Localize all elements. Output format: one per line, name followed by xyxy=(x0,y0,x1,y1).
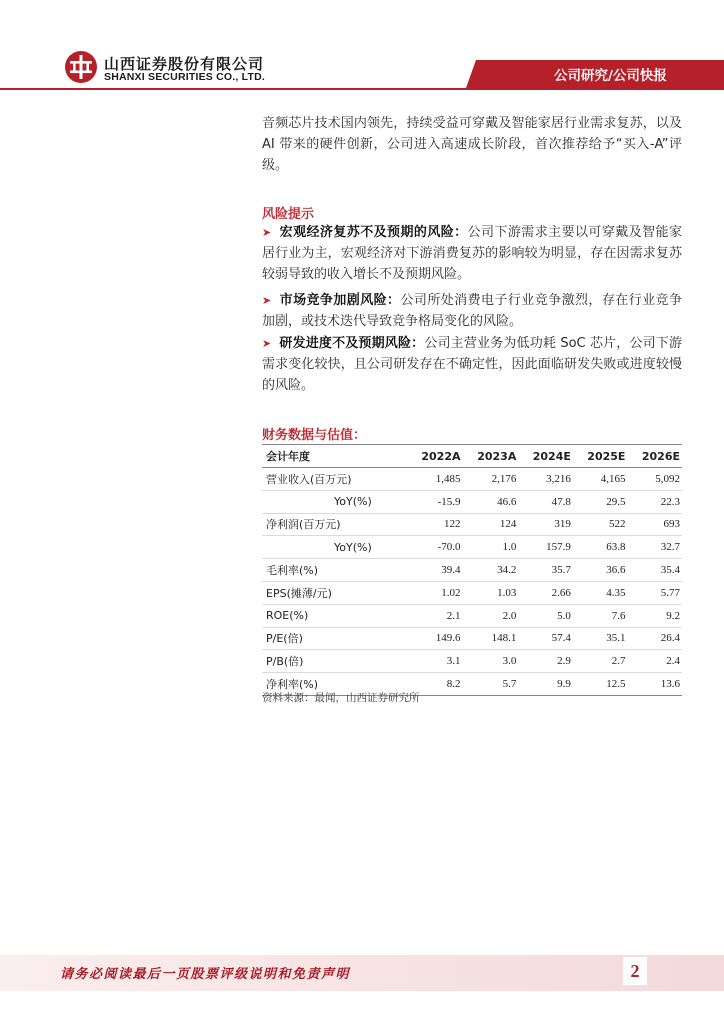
table-cell: 35.4 xyxy=(627,559,682,582)
company-name-en: SHANXI SECURITIES CO., LTD. xyxy=(104,71,265,83)
risk-item xyxy=(262,222,682,285)
table-cell: 26.4 xyxy=(627,627,682,650)
table-cell: 2,176 xyxy=(463,468,519,491)
table-row xyxy=(262,650,682,673)
table-cell: 3.0 xyxy=(463,650,519,673)
column-header: 2025E xyxy=(573,445,628,468)
table-cell: 1.03 xyxy=(463,581,519,604)
table-cell: 7.6 xyxy=(573,604,628,627)
page-number: 2 xyxy=(623,957,647,985)
table-row xyxy=(262,627,682,650)
arrow-bullet-icon: ➤ xyxy=(262,226,272,239)
table-cell: 36.6 xyxy=(573,559,628,582)
risk-item xyxy=(262,333,682,396)
risk-heading: 宏观经济复苏不及预期的风险： xyxy=(279,225,468,240)
table-cell: 12.5 xyxy=(573,673,628,696)
table-cell: 522 xyxy=(573,513,628,536)
row-label: P/E(倍) xyxy=(262,627,407,650)
table-row xyxy=(262,513,682,536)
table-cell: -15.9 xyxy=(407,490,463,513)
table-cell: 57.4 xyxy=(518,627,573,650)
table-cell: 32.7 xyxy=(627,536,682,559)
column-header: 2022A xyxy=(407,445,463,468)
row-label: EPS(摊薄/元) xyxy=(262,581,407,604)
risk-body: 公司主营业务为低功耗 SoC 芯片，公司下游需求变化较快，且公司研发存在不确定性，因此面临研发失败或进度较慢的风险。 xyxy=(262,336,682,393)
financials-table xyxy=(262,444,682,696)
row-label: YoY(%) xyxy=(262,490,407,513)
table-cell: 124 xyxy=(463,513,519,536)
page-header xyxy=(0,0,724,96)
risk-body: 公司下游需求主要以可穿戴及智能家居行业为主，宏观经济对下游消费复苏的影响较为明显，存在因需求复苏较弱导致的收入增长不及预期风险。 xyxy=(262,225,682,282)
column-header: 2024E xyxy=(518,445,573,468)
table-cell: 35.7 xyxy=(518,559,573,582)
table-cell: 4.35 xyxy=(573,581,628,604)
table-cell: 46.6 xyxy=(463,490,519,513)
intro-paragraph: 音频芯片技术国内领先，持续受益可穿戴及智能家居行业需求复苏，以及 AI 带来的硬件创新，公司进入高速成长阶段，首次推荐给予“买入-A”评级。 xyxy=(262,116,682,173)
table-cell: 9.9 xyxy=(518,673,573,696)
table-row xyxy=(262,581,682,604)
row-label: YoY(%) xyxy=(262,536,407,559)
table-cell: 39.4 xyxy=(407,559,463,582)
table-cell: 149.6 xyxy=(407,627,463,650)
table-cell: 2.1 xyxy=(407,604,463,627)
table-cell: 148.1 xyxy=(463,627,519,650)
table-cell: 29.5 xyxy=(573,490,628,513)
financials-title: 财务数据与估值： xyxy=(262,428,367,443)
column-header: 2023A xyxy=(463,445,519,468)
table-cell: 319 xyxy=(518,513,573,536)
risk-body: 公司所处消费电子行业竞争激烈，存在行业竞争加剧，或技术迭代导致竞争格局变化的风险。 xyxy=(262,293,682,329)
table-cell: 13.6 xyxy=(627,673,682,696)
row-label: 营业收入(百万元) xyxy=(262,468,407,491)
company-name-cn: 山西证券股份有限公司 xyxy=(104,55,265,73)
table-row xyxy=(262,536,682,559)
table-row xyxy=(262,490,682,513)
table-cell: 157.9 xyxy=(518,536,573,559)
header-divider xyxy=(0,88,724,90)
row-label: ROE(%) xyxy=(262,604,407,627)
table-cell: 693 xyxy=(627,513,682,536)
risk-heading: 市场竞争加剧风险： xyxy=(279,293,401,308)
report-type-label: 公司研究/公司快报 xyxy=(554,68,667,84)
data-source-note: 资料来源：最闻，山西证券研究所 xyxy=(262,692,420,704)
row-label: 净利润(百万元) xyxy=(262,513,407,536)
table-cell: 5,092 xyxy=(627,468,682,491)
risk-section-title: 风险提示 xyxy=(262,207,315,222)
risk-item xyxy=(262,290,682,332)
column-header: 会计年度 xyxy=(262,445,407,468)
disclaimer-notice: 请务必阅读最后一页股票评级说明和免责声明 xyxy=(60,967,351,982)
table-cell: 2.0 xyxy=(463,604,519,627)
table-cell: -70.0 xyxy=(407,536,463,559)
risk-heading: 研发进度不及预期风险： xyxy=(279,336,425,351)
table-cell: 5.0 xyxy=(518,604,573,627)
table-row xyxy=(262,559,682,582)
table-cell: 22.3 xyxy=(627,490,682,513)
table-cell: 1,485 xyxy=(407,468,463,491)
column-header: 2026E xyxy=(627,445,682,468)
table-cell: 5.77 xyxy=(627,581,682,604)
table-cell: 9.2 xyxy=(627,604,682,627)
table-row xyxy=(262,468,682,491)
table-header-row xyxy=(262,445,682,468)
company-logo-icon xyxy=(64,50,98,84)
table-cell: 4,165 xyxy=(573,468,628,491)
table-cell: 122 xyxy=(407,513,463,536)
table-cell: 2.7 xyxy=(573,650,628,673)
row-label: P/B(倍) xyxy=(262,650,407,673)
table-cell: 5.7 xyxy=(463,673,519,696)
arrow-bullet-icon: ➤ xyxy=(262,294,272,307)
table-cell: 3,216 xyxy=(518,468,573,491)
table-cell: 3.1 xyxy=(407,650,463,673)
table-cell: 2.4 xyxy=(627,650,682,673)
row-label: 毛利率(%) xyxy=(262,559,407,582)
table-cell: 63.8 xyxy=(573,536,628,559)
table-row xyxy=(262,604,682,627)
table-cell: 8.2 xyxy=(407,673,463,696)
table-cell: 35.1 xyxy=(573,627,628,650)
table-cell: 34.2 xyxy=(463,559,519,582)
arrow-bullet-icon: ➤ xyxy=(262,337,272,350)
row-label: 净利率(%) xyxy=(262,673,407,696)
table-cell: 1.02 xyxy=(407,581,463,604)
table-cell: 2.9 xyxy=(518,650,573,673)
table-cell: 47.8 xyxy=(518,490,573,513)
table-cell: 1.0 xyxy=(463,536,519,559)
table-cell: 2.66 xyxy=(518,581,573,604)
